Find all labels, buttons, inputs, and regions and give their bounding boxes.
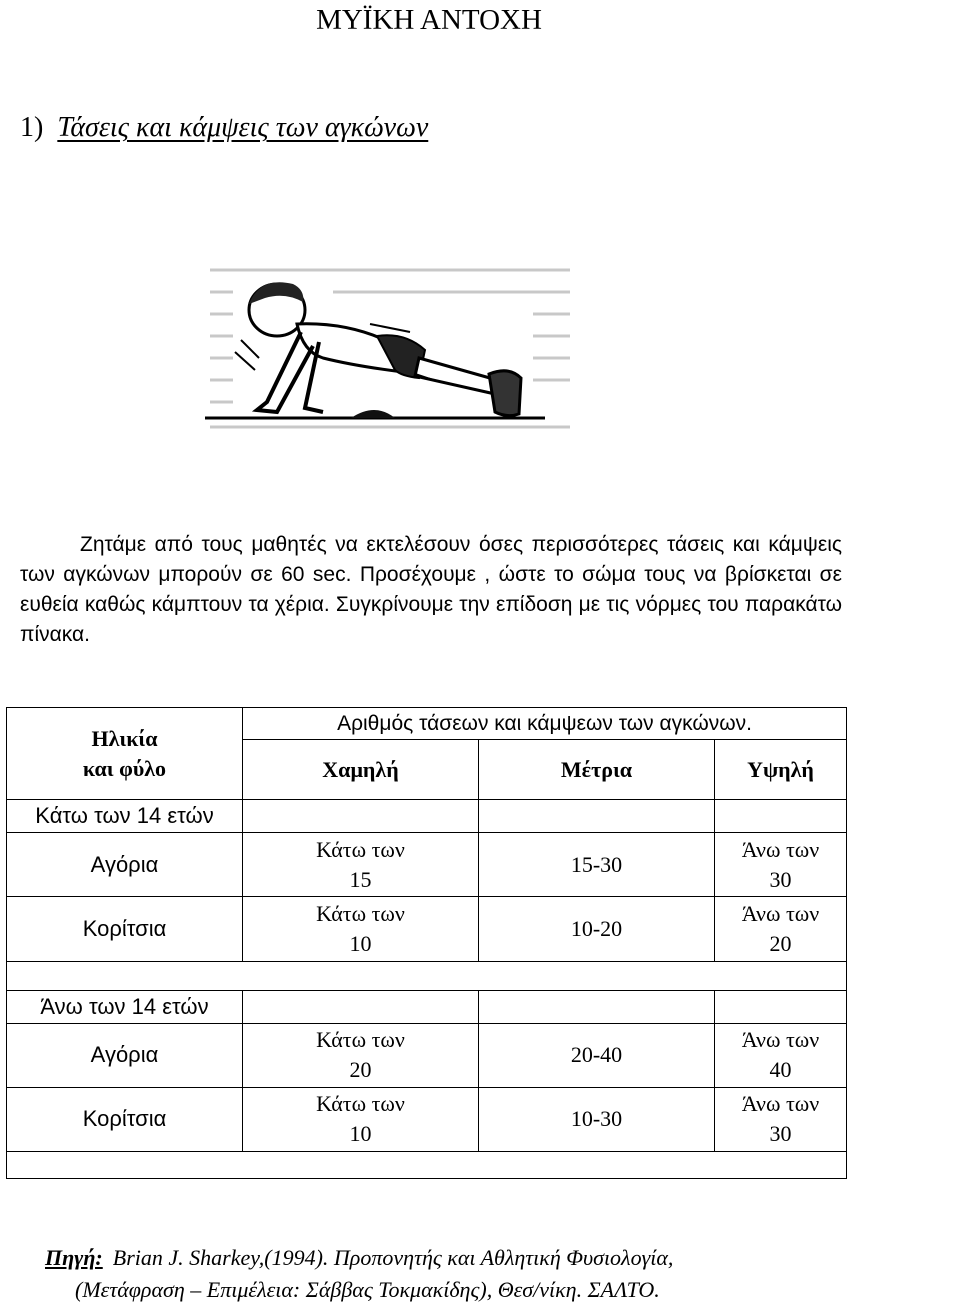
mid-cell: 10-30	[479, 1087, 715, 1151]
section-heading	[20, 112, 428, 144]
low-cell: Κάτω των 10	[243, 1087, 479, 1151]
source-line-1: Brian J. Sharkey,(1994). Προπονητής και Αθλητική Φυσιολογία,	[112, 1245, 674, 1270]
low-cell: Κάτω των 15	[243, 833, 479, 897]
table-row	[7, 897, 847, 961]
header-age-gender	[7, 708, 243, 800]
section-number: 1)	[20, 112, 44, 143]
pushup-illustration-icon	[205, 262, 573, 437]
mid-cell: 10-20	[479, 897, 715, 961]
gender-cell: Αγόρια	[7, 833, 243, 897]
low-cell: Κάτω των 10	[243, 897, 479, 961]
header-measure: Αριθμός τάσεων και κάμψεων των αγκώνων.	[243, 708, 847, 740]
table-row	[7, 1023, 847, 1087]
header-gender-label: και φύλο	[82, 755, 167, 781]
spacer-row	[7, 961, 847, 990]
header-level-high: Υψηλή	[715, 740, 847, 800]
intro-paragraph: Ζητάμε από τους μαθητές να εκτελέσουν όσες περισσότερες τάσεις και κάμψεις των αγκώνων μπορούν σε 60 sec. Προσέχουμε , ώστε το σώμα τους να βρίσκεται σε ευθεία καθώς κάμπτουν τα χέρια. Συγκρίνουμε την επίδοση με τις νόρμες του παρακάτω πίνακα.	[20, 533, 842, 646]
source-line-2: (Μετάφραση – Επιμέλεια: Σάββας Τοκμακίδης), Θεσ/νίκη. ΣΑΛΤΟ.	[75, 1277, 660, 1302]
high-cell: Άνω των 30	[715, 1087, 847, 1151]
mid-cell: 15-30	[479, 833, 715, 897]
gender-cell: Αγόρια	[7, 1023, 243, 1087]
table-row	[7, 1087, 847, 1151]
low-cell: Κάτω των 20	[243, 1023, 479, 1087]
high-cell: Άνω των 30	[715, 833, 847, 897]
header-level-low: Χαμηλή	[243, 740, 479, 800]
mid-cell: 20-40	[479, 1023, 715, 1087]
source-label: Πηγή:	[45, 1245, 103, 1270]
group-label: Άνω των 14 ετών	[7, 990, 243, 1023]
section-title: Τάσεις και κάμψεις των αγκώνων	[57, 112, 429, 143]
header-level-mid: Μέτρια	[479, 740, 715, 800]
gender-cell: Κορίτσια	[7, 1087, 243, 1151]
group-label: Κάτω των 14 ετών	[7, 800, 243, 833]
header-age-label: Ηλικία	[91, 725, 158, 751]
norms-table	[6, 707, 847, 1179]
high-cell: Άνω των 40	[715, 1023, 847, 1087]
source-citation	[45, 1242, 925, 1306]
gender-cell: Κορίτσια	[7, 897, 243, 961]
table-row	[7, 833, 847, 897]
page-title: ΜΥΪΚΗ ΑΝΤΟΧΗ	[316, 4, 542, 36]
spacer-row	[7, 1152, 847, 1179]
high-cell: Άνω των 20	[715, 897, 847, 961]
